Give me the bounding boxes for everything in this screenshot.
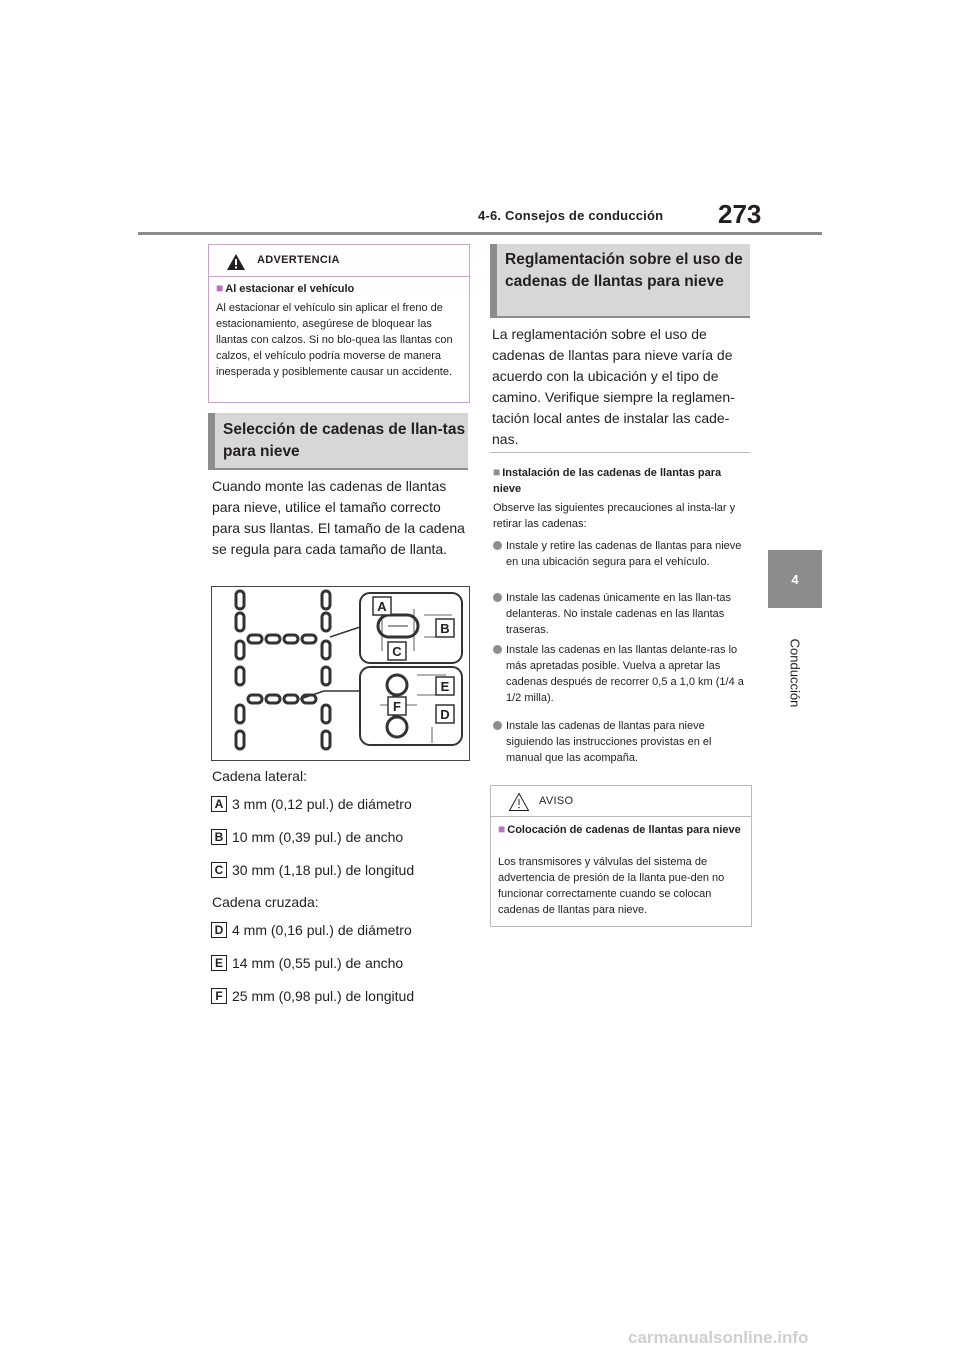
warning-subtitle: ■ Al estacionar el vehículo: [216, 281, 355, 295]
header-rule: [138, 232, 822, 235]
heading-underline: [490, 316, 750, 318]
spec-e: 14 mm (0,55 pul.) de ancho: [232, 955, 404, 971]
install-intro: Observe las siguientes precauciones al insta-lar y retirar las cadenas:: [493, 502, 736, 530]
chain-illustration: [212, 587, 469, 760]
diagram-label-c: C: [392, 644, 402, 659]
bullet-dot-icon: [493, 593, 502, 602]
section-divider: [490, 452, 750, 453]
watermark: carmanualsonline.info: [628, 1328, 809, 1347]
square-bullet-icon: ■: [493, 465, 501, 479]
spec-c: 30 mm (1,18 pul.) de longitud: [232, 862, 415, 878]
letter-box-b: B: [211, 829, 227, 845]
diagram-label-d: D: [440, 707, 450, 722]
notice-title: AVISO: [539, 795, 574, 807]
list-item: Instale las cadenas únicamente en las llan-tas delanteras. No instale cadenas en las llantas traseras.: [493, 590, 749, 638]
caution-triangle-icon: [508, 792, 530, 812]
spec-a: 3 mm (0,12 pul.) de diámetro: [232, 796, 412, 812]
heading-selection: Selección de cadenas de llan-tas para nieve: [208, 413, 468, 468]
list-item: Instale las cadenas de llantas para nieve siguiendo las instrucciones provistas en el manual que las acompaña.: [493, 718, 749, 766]
letter-box-d: D: [211, 922, 227, 938]
warning-header: [209, 245, 469, 277]
list-item: Instale las cadenas en las llantas delante-ras lo más apretadas posible. Vuelva a apretar las cadenas después de recorrer 0,5 a 1,0 km (1/4 a 1/2 milla).: [493, 642, 749, 706]
diagram-label-a: A: [377, 599, 387, 614]
side-chain-label: Cadena lateral:: [212, 768, 307, 784]
diagram-label-f: F: [393, 699, 401, 714]
letter-box-e: E: [211, 955, 227, 971]
notice-subtitle: ■ Colocación de cadenas de llantas para nieve: [498, 822, 741, 836]
square-bullet-icon: ■: [216, 281, 224, 295]
bullet-dot-icon: [493, 541, 502, 550]
notice-box: [490, 785, 752, 927]
warning-box: [208, 244, 470, 403]
heading-regulation: Reglamentación sobre el uso de cadenas de llantas para nieve: [490, 244, 750, 316]
diagram-label-e: E: [440, 679, 450, 694]
letter-box-a: A: [211, 796, 227, 812]
chapter-number: 4: [791, 571, 799, 587]
spec-d: 4 mm (0,16 pul.) de diámetro: [232, 922, 412, 938]
warning-triangle-icon: [226, 253, 246, 271]
diagram-label-b: B: [440, 621, 450, 636]
chain-diagram: [211, 586, 470, 761]
spec-b: 10 mm (0,39 pul.) de ancho: [232, 829, 404, 845]
install-subtitle: ■ Instalación de las cadenas de llantas para nieve: [493, 465, 722, 495]
letter-box-f: F: [211, 988, 227, 1004]
warning-text: Al estacionar el vehículo sin aplicar el freno de estacionamiento, asegúrese de bloquear las llantas con calzos. Si no blo-quea las llantas con calzos, el vehículo podría moverse de manera inesperada y posiblemente causar un accidente.: [216, 302, 453, 378]
spec-f: 25 mm (0,98 pul.) de longitud: [232, 988, 415, 1004]
list-item: Instale y retire las cadenas de llantas para nieve en una ubicación segura para el vehículo.: [493, 538, 749, 570]
heading-underline: [208, 468, 468, 470]
bullet-dot-icon: [493, 645, 502, 654]
warning-title: ADVERTENCIA: [257, 254, 340, 266]
notice-header: [491, 786, 751, 817]
page-number: 273: [718, 199, 762, 229]
square-bullet-icon: ■: [498, 822, 506, 836]
cross-chain-label: Cadena cruzada:: [212, 894, 319, 910]
notice-text: Los transmisores y válvulas del sistema de advertencia de presión de la llanta pue-den no funcionar correctamente cuando se colocan cadenas de llantas para nieve.: [498, 856, 725, 916]
letter-box-c: C: [211, 862, 227, 878]
chapter-label: Conducción: [787, 638, 803, 708]
bullet-dot-icon: [493, 721, 502, 730]
section-title: 4-6. Consejos de conducción: [478, 208, 664, 223]
regulation-paragraph: La reglamentación sobre el uso de cadenas de llantas para nieve varía de acuerdo con la ubicación y el tipo de camino. Verifique siempre la reglamen-tación local antes de instalar las cade-nas.: [492, 326, 735, 447]
chapter-tab: [768, 550, 822, 608]
selection-paragraph: Cuando monte las cadenas de llantas para nieve, utilice el tamaño correcto para sus llantas. El tamaño de la cadena se regula para cada tamaño de llanta.: [212, 478, 465, 557]
